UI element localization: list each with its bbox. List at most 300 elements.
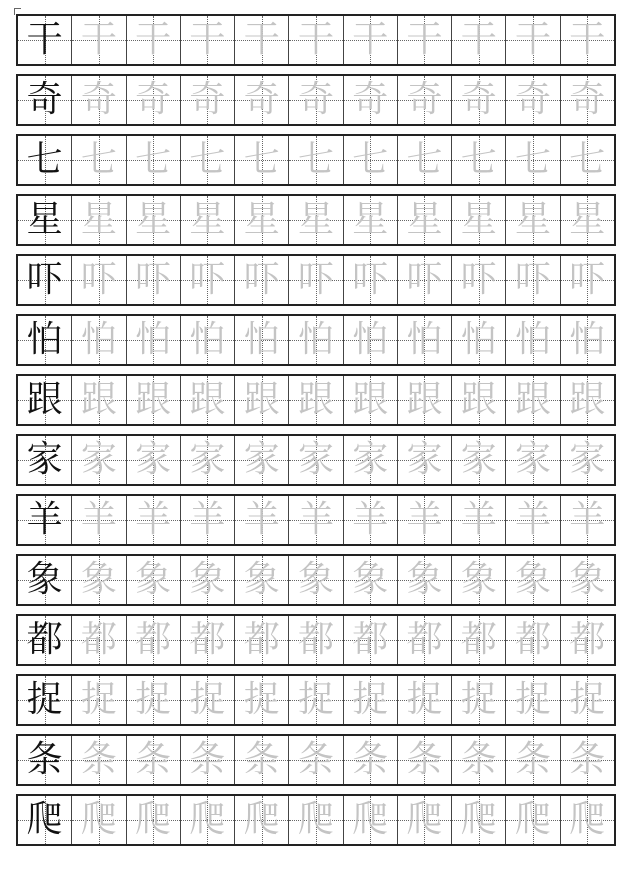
trace-character: 捉: [460, 679, 497, 720]
model-character-cell: [18, 436, 72, 484]
practice-row: [16, 794, 616, 846]
trace-cell: [561, 556, 614, 604]
trace-character: 七: [406, 139, 443, 180]
trace-character: 条: [406, 739, 443, 780]
trace-character: 七: [135, 139, 172, 180]
trace-cell: [452, 316, 506, 364]
trace-character: 捉: [189, 679, 226, 720]
trace-cell: [127, 16, 181, 64]
trace-character: 羊: [80, 499, 117, 540]
model-character-cell: [18, 676, 72, 724]
model-character: 象: [26, 559, 63, 600]
trace-cell: [561, 136, 614, 184]
model-character: 爬: [26, 799, 63, 840]
trace-character: 象: [135, 559, 172, 600]
trace-character: 都: [352, 619, 389, 660]
trace-character: 干: [80, 19, 117, 60]
model-character-cell: [18, 616, 72, 664]
trace-character: 象: [406, 559, 443, 600]
trace-character: 吓: [243, 259, 280, 300]
trace-cell: [127, 736, 181, 784]
trace-cell: [452, 376, 506, 424]
trace-cell: [181, 796, 235, 844]
trace-character: 七: [515, 139, 552, 180]
trace-character: 七: [569, 139, 606, 180]
trace-character: 跟: [297, 379, 334, 420]
trace-cell: [127, 136, 181, 184]
trace-character: 星: [352, 199, 389, 240]
model-character: 都: [26, 619, 63, 660]
trace-cell: [344, 196, 398, 244]
trace-character: 奇: [569, 79, 606, 120]
trace-cell: [561, 76, 614, 124]
trace-cell: [72, 736, 126, 784]
trace-cell: [72, 556, 126, 604]
trace-cell: [235, 316, 289, 364]
trace-character: 奇: [352, 79, 389, 120]
trace-character: 怕: [406, 319, 443, 360]
trace-character: 奇: [243, 79, 280, 120]
trace-character: 跟: [80, 379, 117, 420]
trace-cell: [127, 616, 181, 664]
trace-character: 羊: [406, 499, 443, 540]
trace-cell: [127, 676, 181, 724]
trace-character: 象: [569, 559, 606, 600]
trace-character: 爬: [352, 799, 389, 840]
trace-character: 条: [460, 739, 497, 780]
trace-character: 家: [135, 439, 172, 480]
trace-character: 条: [515, 739, 552, 780]
trace-cell: [561, 736, 614, 784]
trace-character: 家: [515, 439, 552, 480]
trace-cell: [127, 196, 181, 244]
trace-cell: [127, 556, 181, 604]
practice-row: [16, 734, 616, 786]
trace-cell: [235, 616, 289, 664]
trace-cell: [506, 316, 560, 364]
trace-character: 羊: [297, 499, 334, 540]
trace-cell: [235, 376, 289, 424]
trace-cell: [452, 616, 506, 664]
trace-character: 七: [297, 139, 334, 180]
trace-character: 捉: [569, 679, 606, 720]
trace-character: 象: [189, 559, 226, 600]
trace-character: 星: [189, 199, 226, 240]
trace-cell: [181, 256, 235, 304]
trace-cell: [289, 16, 343, 64]
trace-character: 七: [460, 139, 497, 180]
trace-character: 七: [243, 139, 280, 180]
trace-character: 跟: [243, 379, 280, 420]
trace-character: 星: [515, 199, 552, 240]
trace-character: 捉: [297, 679, 334, 720]
trace-character: 爬: [460, 799, 497, 840]
trace-cell: [181, 436, 235, 484]
practice-row: [16, 14, 616, 66]
trace-character: 家: [243, 439, 280, 480]
model-character: 吓: [26, 259, 63, 300]
trace-character: 都: [243, 619, 280, 660]
trace-cell: [452, 436, 506, 484]
trace-character: 怕: [515, 319, 552, 360]
trace-cell: [72, 496, 126, 544]
trace-cell: [398, 616, 452, 664]
trace-character: 爬: [135, 799, 172, 840]
trace-cell: [452, 556, 506, 604]
model-character-cell: [18, 16, 72, 64]
trace-cell: [506, 616, 560, 664]
trace-character: 捉: [352, 679, 389, 720]
trace-cell: [344, 256, 398, 304]
trace-cell: [344, 436, 398, 484]
trace-character: 都: [460, 619, 497, 660]
trace-cell: [181, 16, 235, 64]
trace-cell: [289, 196, 343, 244]
trace-cell: [181, 376, 235, 424]
trace-character: 干: [406, 19, 443, 60]
trace-cell: [235, 736, 289, 784]
trace-character: 象: [243, 559, 280, 600]
model-character: 捉: [26, 679, 63, 720]
model-character-cell: [18, 316, 72, 364]
trace-character: 吓: [515, 259, 552, 300]
trace-cell: [181, 616, 235, 664]
trace-character: 条: [569, 739, 606, 780]
trace-cell: [72, 16, 126, 64]
practice-row: [16, 254, 616, 306]
practice-row: [16, 674, 616, 726]
trace-character: 羊: [352, 499, 389, 540]
trace-cell: [398, 256, 452, 304]
trace-character: 吓: [406, 259, 443, 300]
trace-cell: [506, 436, 560, 484]
trace-cell: [181, 736, 235, 784]
trace-character: 干: [297, 19, 334, 60]
trace-cell: [506, 796, 560, 844]
trace-character: 跟: [460, 379, 497, 420]
trace-cell: [181, 556, 235, 604]
trace-character: 吓: [189, 259, 226, 300]
trace-cell: [452, 496, 506, 544]
trace-cell: [72, 616, 126, 664]
trace-character: 羊: [569, 499, 606, 540]
trace-cell: [289, 676, 343, 724]
trace-cell: [398, 16, 452, 64]
trace-character: 跟: [189, 379, 226, 420]
trace-cell: [506, 256, 560, 304]
practice-row: [16, 134, 616, 186]
trace-character: 爬: [406, 799, 443, 840]
trace-cell: [398, 496, 452, 544]
trace-character: 干: [460, 19, 497, 60]
trace-character: 星: [569, 199, 606, 240]
trace-cell: [127, 76, 181, 124]
trace-character: 都: [189, 619, 226, 660]
trace-cell: [561, 316, 614, 364]
trace-cell: [506, 196, 560, 244]
trace-character: 羊: [460, 499, 497, 540]
trace-character: 都: [80, 619, 117, 660]
trace-cell: [452, 676, 506, 724]
trace-cell: [289, 436, 343, 484]
trace-character: 吓: [569, 259, 606, 300]
trace-character: 干: [243, 19, 280, 60]
model-character: 干: [26, 19, 63, 60]
trace-character: 象: [515, 559, 552, 600]
trace-cell: [72, 256, 126, 304]
trace-cell: [72, 76, 126, 124]
model-character: 跟: [26, 379, 63, 420]
practice-row: [16, 614, 616, 666]
trace-character: 捉: [243, 679, 280, 720]
trace-cell: [235, 256, 289, 304]
trace-character: 跟: [135, 379, 172, 420]
trace-character: 吓: [352, 259, 389, 300]
trace-cell: [506, 556, 560, 604]
trace-cell: [289, 376, 343, 424]
trace-character: 捉: [515, 679, 552, 720]
trace-cell: [289, 136, 343, 184]
trace-cell: [289, 796, 343, 844]
trace-cell: [398, 316, 452, 364]
trace-cell: [235, 196, 289, 244]
trace-cell: [344, 796, 398, 844]
trace-character: 七: [352, 139, 389, 180]
trace-cell: [344, 136, 398, 184]
trace-cell: [289, 316, 343, 364]
trace-cell: [452, 136, 506, 184]
trace-cell: [235, 136, 289, 184]
trace-cell: [289, 736, 343, 784]
trace-cell: [127, 316, 181, 364]
trace-character: 跟: [406, 379, 443, 420]
model-character-cell: [18, 196, 72, 244]
model-character: 羊: [26, 499, 63, 540]
model-character-cell: [18, 736, 72, 784]
trace-cell: [127, 256, 181, 304]
trace-cell: [235, 556, 289, 604]
trace-cell: [398, 76, 452, 124]
trace-character: 象: [297, 559, 334, 600]
model-character-cell: [18, 256, 72, 304]
trace-character: 爬: [189, 799, 226, 840]
practice-row: [16, 74, 616, 126]
trace-cell: [561, 16, 614, 64]
trace-cell: [398, 736, 452, 784]
model-character-cell: [18, 376, 72, 424]
trace-character: 怕: [352, 319, 389, 360]
practice-row: [16, 374, 616, 426]
trace-character: 家: [80, 439, 117, 480]
trace-cell: [506, 736, 560, 784]
model-character-cell: [18, 796, 72, 844]
trace-cell: [561, 256, 614, 304]
trace-character: 干: [569, 19, 606, 60]
trace-character: 干: [135, 19, 172, 60]
trace-cell: [127, 436, 181, 484]
trace-character: 奇: [80, 79, 117, 120]
practice-row: [16, 554, 616, 606]
trace-cell: [235, 496, 289, 544]
trace-cell: [452, 256, 506, 304]
trace-character: 星: [406, 199, 443, 240]
trace-cell: [561, 616, 614, 664]
trace-cell: [344, 676, 398, 724]
trace-character: 条: [243, 739, 280, 780]
trace-character: 奇: [297, 79, 334, 120]
trace-cell: [506, 376, 560, 424]
trace-character: 条: [80, 739, 117, 780]
trace-cell: [344, 76, 398, 124]
trace-cell: [289, 556, 343, 604]
trace-cell: [452, 196, 506, 244]
trace-character: 羊: [243, 499, 280, 540]
trace-character: 爬: [515, 799, 552, 840]
trace-character: 怕: [80, 319, 117, 360]
trace-cell: [506, 676, 560, 724]
trace-cell: [235, 76, 289, 124]
trace-character: 捉: [406, 679, 443, 720]
trace-cell: [72, 676, 126, 724]
trace-cell: [235, 796, 289, 844]
trace-character: 条: [189, 739, 226, 780]
trace-character: 星: [135, 199, 172, 240]
trace-cell: [344, 16, 398, 64]
trace-cell: [398, 796, 452, 844]
trace-cell: [289, 256, 343, 304]
trace-character: 羊: [189, 499, 226, 540]
model-character: 七: [26, 139, 63, 180]
trace-cell: [398, 436, 452, 484]
trace-cell: [561, 376, 614, 424]
trace-character: 都: [569, 619, 606, 660]
trace-cell: [181, 196, 235, 244]
trace-cell: [235, 436, 289, 484]
model-character-cell: [18, 496, 72, 544]
model-character: 家: [26, 439, 63, 480]
trace-cell: [398, 376, 452, 424]
trace-cell: [398, 136, 452, 184]
trace-character: 条: [297, 739, 334, 780]
trace-character: 都: [515, 619, 552, 660]
trace-cell: [561, 496, 614, 544]
trace-cell: [289, 496, 343, 544]
trace-cell: [561, 436, 614, 484]
trace-cell: [452, 16, 506, 64]
trace-character: 家: [406, 439, 443, 480]
trace-cell: [289, 616, 343, 664]
trace-character: 七: [189, 139, 226, 180]
model-character-cell: [18, 136, 72, 184]
trace-character: 爬: [297, 799, 334, 840]
practice-row: [16, 314, 616, 366]
model-character: 奇: [26, 79, 63, 120]
trace-cell: [344, 496, 398, 544]
trace-cell: [72, 316, 126, 364]
trace-cell: [127, 376, 181, 424]
model-character: 条: [26, 739, 63, 780]
trace-character: 吓: [135, 259, 172, 300]
trace-cell: [127, 496, 181, 544]
trace-cell: [72, 136, 126, 184]
practice-row: [16, 434, 616, 486]
trace-cell: [181, 316, 235, 364]
trace-character: 吓: [460, 259, 497, 300]
trace-cell: [398, 676, 452, 724]
trace-character: 奇: [189, 79, 226, 120]
trace-character: 怕: [569, 319, 606, 360]
trace-character: 奇: [406, 79, 443, 120]
trace-character: 羊: [515, 499, 552, 540]
trace-character: 都: [297, 619, 334, 660]
trace-cell: [344, 556, 398, 604]
trace-cell: [398, 196, 452, 244]
trace-cell: [398, 556, 452, 604]
trace-cell: [344, 616, 398, 664]
trace-cell: [72, 196, 126, 244]
trace-character: 羊: [135, 499, 172, 540]
trace-cell: [452, 736, 506, 784]
trace-character: 都: [135, 619, 172, 660]
trace-character: 跟: [515, 379, 552, 420]
trace-character: 都: [406, 619, 443, 660]
trace-character: 奇: [135, 79, 172, 120]
trace-cell: [506, 76, 560, 124]
trace-cell: [72, 796, 126, 844]
trace-cell: [181, 676, 235, 724]
trace-cell: [561, 796, 614, 844]
trace-character: 怕: [189, 319, 226, 360]
trace-character: 星: [460, 199, 497, 240]
trace-cell: [561, 676, 614, 724]
trace-character: 爬: [243, 799, 280, 840]
trace-character: 象: [460, 559, 497, 600]
trace-character: 家: [569, 439, 606, 480]
trace-character: 条: [352, 739, 389, 780]
trace-cell: [72, 436, 126, 484]
trace-character: 奇: [460, 79, 497, 120]
practice-row: [16, 494, 616, 546]
practice-row: [16, 194, 616, 246]
trace-cell: [127, 796, 181, 844]
model-character: 怕: [26, 319, 63, 360]
trace-character: 家: [297, 439, 334, 480]
trace-character: 七: [80, 139, 117, 180]
trace-cell: [235, 16, 289, 64]
model-character-cell: [18, 76, 72, 124]
trace-cell: [452, 796, 506, 844]
trace-cell: [344, 316, 398, 364]
trace-character: 怕: [243, 319, 280, 360]
trace-character: 星: [243, 199, 280, 240]
trace-character: 星: [297, 199, 334, 240]
practice-grid: [16, 14, 616, 854]
trace-character: 奇: [515, 79, 552, 120]
trace-character: 家: [189, 439, 226, 480]
trace-cell: [561, 196, 614, 244]
trace-character: 条: [135, 739, 172, 780]
model-character: 星: [26, 199, 63, 240]
trace-character: 星: [80, 199, 117, 240]
trace-character: 干: [352, 19, 389, 60]
trace-cell: [289, 76, 343, 124]
trace-character: 吓: [80, 259, 117, 300]
trace-cell: [506, 496, 560, 544]
trace-character: 捉: [135, 679, 172, 720]
trace-character: 象: [80, 559, 117, 600]
trace-character: 干: [189, 19, 226, 60]
trace-cell: [181, 76, 235, 124]
